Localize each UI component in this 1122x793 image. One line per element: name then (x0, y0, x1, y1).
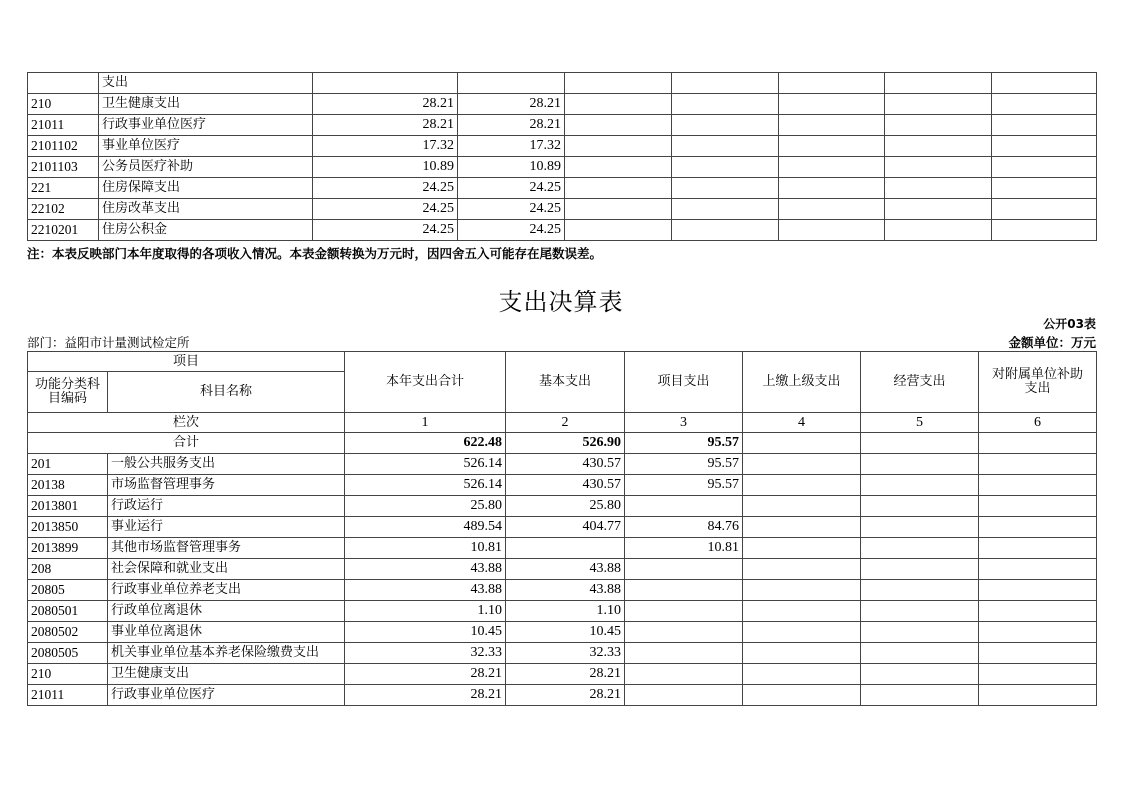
code-cell: 2013850 (28, 517, 108, 538)
empty-cell (992, 115, 1097, 136)
code-cell: 20805 (28, 580, 108, 601)
code-cell: 2013801 (28, 496, 108, 517)
column-index-number: 1 (345, 413, 506, 433)
name-cell: 其他市场监督管理事务 (108, 538, 345, 559)
basic-cell (506, 538, 625, 559)
table-row (28, 178, 1097, 199)
upper-cell (743, 643, 861, 664)
empty-cell (861, 433, 979, 454)
business-cell (861, 580, 979, 601)
basic-cell: 10.89 (458, 157, 565, 178)
business-cell (861, 601, 979, 622)
page-title: 支出决算表 (498, 288, 624, 316)
total-cell: 28.21 (313, 115, 458, 136)
empty-cell (672, 220, 779, 241)
empty-cell (565, 157, 672, 178)
empty-cell (885, 220, 992, 241)
column-index-label: 栏次 (28, 413, 345, 433)
basic-cell: 32.33 (506, 643, 625, 664)
column-header-total: 本年支出合计 (345, 352, 506, 413)
code-cell: 210 (28, 664, 108, 685)
upper-cell (743, 664, 861, 685)
total-cell: 10.45 (345, 622, 506, 643)
code-cell: 2080502 (28, 622, 108, 643)
business-cell (861, 685, 979, 706)
project-cell: 95.57 (625, 475, 743, 496)
upper-cell (743, 580, 861, 601)
empty-cell (779, 199, 885, 220)
table-row (28, 94, 1097, 115)
project-cell (625, 664, 743, 685)
empty-cell (885, 94, 992, 115)
total-cell: 526.14 (345, 454, 506, 475)
business-cell (861, 559, 979, 580)
subsidy-cell (979, 538, 1097, 559)
empty-cell (992, 157, 1097, 178)
column-header-subsidy: 对附属单位补助支出 (979, 352, 1097, 413)
name-cell: 支出 (99, 73, 313, 94)
empty-cell (565, 73, 672, 94)
empty-cell (779, 94, 885, 115)
code-cell: 210 (28, 94, 99, 115)
table-row (28, 157, 1097, 178)
code-cell: 221 (28, 178, 99, 199)
total-cell: 28.21 (345, 685, 506, 706)
column-index-number: 5 (861, 413, 979, 433)
empty-cell (885, 157, 992, 178)
name-cell: 住房保障支出 (99, 178, 313, 199)
column-index-number: 6 (979, 413, 1097, 433)
basic-cell: 24.25 (458, 220, 565, 241)
name-cell: 市场监督管理事务 (108, 475, 345, 496)
basic-cell: 17.32 (458, 136, 565, 157)
total-cell: 10.89 (313, 157, 458, 178)
subsidy-cell (979, 685, 1097, 706)
subsidy-cell (979, 559, 1097, 580)
basic-cell: 430.57 (506, 475, 625, 496)
sum-row-label: 合计 (28, 433, 345, 454)
empty-cell (565, 94, 672, 115)
empty-cell (992, 73, 1097, 94)
empty-cell (885, 199, 992, 220)
empty-cell (779, 73, 885, 94)
table-row (28, 454, 1097, 475)
empty-cell (885, 178, 992, 199)
table-row (28, 643, 1097, 664)
amount-unit-label: 金额单位：万元 (1008, 335, 1096, 350)
basic-cell: 28.21 (506, 664, 625, 685)
basic-cell: 430.57 (506, 454, 625, 475)
project-cell (625, 601, 743, 622)
total-cell: 17.32 (313, 136, 458, 157)
project-cell: 10.81 (625, 538, 743, 559)
project-cell (625, 496, 743, 517)
business-cell (861, 538, 979, 559)
table-row (28, 580, 1097, 601)
total-cell: 489.54 (345, 517, 506, 538)
total-cell: 10.81 (345, 538, 506, 559)
empty-cell (885, 115, 992, 136)
project-cell (625, 643, 743, 664)
table-row (28, 73, 1097, 94)
code-cell: 201 (28, 454, 108, 475)
code-cell: 208 (28, 559, 108, 580)
column-header-item: 项目 (28, 352, 345, 372)
form-number: 公开03表 (1043, 317, 1096, 331)
table-row (28, 475, 1097, 496)
upper-cell (743, 538, 861, 559)
name-cell: 事业单位离退休 (108, 622, 345, 643)
name-cell: 行政事业单位医疗 (108, 685, 345, 706)
code-cell: 2101103 (28, 157, 99, 178)
project-cell: 84.76 (625, 517, 743, 538)
empty-cell (672, 115, 779, 136)
basic-cell: 43.88 (506, 580, 625, 601)
name-cell: 行政单位离退休 (108, 601, 345, 622)
empty-cell (672, 94, 779, 115)
sum-basic-cell: 526.90 (506, 433, 625, 454)
code-cell: 2013899 (28, 538, 108, 559)
subsidy-cell (979, 454, 1097, 475)
total-cell (313, 73, 458, 94)
empty-cell (885, 73, 992, 94)
upper-cell (743, 475, 861, 496)
subsidy-cell (979, 517, 1097, 538)
table-row (28, 220, 1097, 241)
upper-cell (743, 559, 861, 580)
empty-cell (672, 157, 779, 178)
table-row (28, 496, 1097, 517)
basic-cell: 43.88 (506, 559, 625, 580)
name-cell: 行政事业单位医疗 (99, 115, 313, 136)
empty-cell (992, 220, 1097, 241)
empty-cell (779, 136, 885, 157)
basic-cell (458, 73, 565, 94)
empty-cell (672, 199, 779, 220)
table-row (28, 136, 1097, 157)
code-cell: 2080501 (28, 601, 108, 622)
subsidy-cell (979, 622, 1097, 643)
basic-cell: 25.80 (506, 496, 625, 517)
name-cell: 行政运行 (108, 496, 345, 517)
expense-settlement-table (27, 351, 1097, 706)
name-cell: 公务员医疗补助 (99, 157, 313, 178)
table-row (28, 622, 1097, 643)
column-header-name: 科目名称 (108, 372, 345, 413)
upper-cell (743, 496, 861, 517)
table-row (28, 538, 1097, 559)
income-table-continuation (27, 72, 1097, 241)
table-row (28, 664, 1097, 685)
empty-cell (992, 178, 1097, 199)
code-cell: 21011 (28, 115, 99, 136)
subsidy-cell (979, 580, 1097, 601)
name-cell: 卫生健康支出 (99, 94, 313, 115)
project-cell (625, 685, 743, 706)
sum-total-cell: 622.48 (345, 433, 506, 454)
code-cell: 20138 (28, 475, 108, 496)
header-row (28, 352, 1097, 372)
empty-cell (672, 178, 779, 199)
name-cell: 住房改革支出 (99, 199, 313, 220)
column-index-number: 3 (625, 413, 743, 433)
subsidy-cell (979, 496, 1097, 517)
empty-cell (979, 433, 1097, 454)
name-cell: 行政事业单位养老支出 (108, 580, 345, 601)
table-row (28, 517, 1097, 538)
business-cell (861, 643, 979, 664)
empty-cell (992, 199, 1097, 220)
total-cell: 24.25 (313, 178, 458, 199)
sum-project-cell: 95.57 (625, 433, 743, 454)
total-cell: 43.88 (345, 580, 506, 601)
business-cell (861, 664, 979, 685)
business-cell (861, 454, 979, 475)
sum-row (28, 433, 1097, 454)
upper-cell (743, 517, 861, 538)
upper-cell (743, 622, 861, 643)
table-row (28, 199, 1097, 220)
business-cell (861, 622, 979, 643)
upper-cell (743, 601, 861, 622)
empty-cell (779, 178, 885, 199)
name-cell: 事业单位医疗 (99, 136, 313, 157)
project-cell (625, 580, 743, 601)
project-cell: 95.57 (625, 454, 743, 475)
total-cell: 28.21 (345, 664, 506, 685)
basic-cell: 404.77 (506, 517, 625, 538)
basic-cell: 24.25 (458, 178, 565, 199)
empty-cell (672, 136, 779, 157)
basic-cell: 10.45 (506, 622, 625, 643)
total-cell: 32.33 (345, 643, 506, 664)
total-cell: 28.21 (313, 94, 458, 115)
column-index-number: 4 (743, 413, 861, 433)
business-cell (861, 475, 979, 496)
column-header-project: 项目支出 (625, 352, 743, 413)
total-cell: 25.80 (345, 496, 506, 517)
column-header-code: 功能分类科目编码 (28, 372, 108, 413)
table-row (28, 685, 1097, 706)
total-cell: 24.25 (313, 199, 458, 220)
basic-cell: 1.10 (506, 601, 625, 622)
total-cell: 1.10 (345, 601, 506, 622)
total-cell: 43.88 (345, 559, 506, 580)
empty-cell (565, 220, 672, 241)
basic-cell: 24.25 (458, 199, 565, 220)
table-row (28, 601, 1097, 622)
basic-cell: 28.21 (458, 115, 565, 136)
empty-cell (565, 136, 672, 157)
empty-cell (565, 178, 672, 199)
table-row (28, 115, 1097, 136)
table-row (28, 559, 1097, 580)
code-cell: 2210201 (28, 220, 99, 241)
name-cell: 社会保障和就业支出 (108, 559, 345, 580)
empty-cell (565, 199, 672, 220)
column-index-number: 2 (506, 413, 625, 433)
department-label: 部门：益阳市计量测试检定所 (27, 335, 190, 350)
empty-cell (672, 73, 779, 94)
code-cell: 2101102 (28, 136, 99, 157)
upper-cell (743, 454, 861, 475)
subsidy-cell (979, 475, 1097, 496)
empty-cell (885, 136, 992, 157)
total-cell: 24.25 (313, 220, 458, 241)
table-note: 注：本表反映部门本年度取得的各项收入情况。本表金额转换为万元时，因四舍五入可能存在尾数误差。 (27, 246, 603, 261)
name-cell: 一般公共服务支出 (108, 454, 345, 475)
code-cell: 2080505 (28, 643, 108, 664)
expense-table-body (28, 454, 1097, 706)
income-table-body (28, 73, 1097, 241)
name-cell: 机关事业单位基本养老保险缴费支出 (108, 643, 345, 664)
upper-cell (743, 685, 861, 706)
code-cell: 22102 (28, 199, 99, 220)
project-cell (625, 622, 743, 643)
empty-cell (779, 220, 885, 241)
subsidy-cell (979, 643, 1097, 664)
column-header-upper: 上缴上级支出 (743, 352, 861, 413)
business-cell (861, 517, 979, 538)
column-header-business: 经营支出 (861, 352, 979, 413)
name-cell: 住房公积金 (99, 220, 313, 241)
empty-cell (565, 115, 672, 136)
basic-cell: 28.21 (506, 685, 625, 706)
total-cell: 526.14 (345, 475, 506, 496)
empty-cell (743, 433, 861, 454)
name-cell: 卫生健康支出 (108, 664, 345, 685)
basic-cell: 28.21 (458, 94, 565, 115)
empty-cell (779, 115, 885, 136)
column-header-basic: 基本支出 (506, 352, 625, 413)
name-cell: 事业运行 (108, 517, 345, 538)
project-cell (625, 559, 743, 580)
empty-cell (779, 157, 885, 178)
empty-cell (992, 136, 1097, 157)
subsidy-cell (979, 664, 1097, 685)
column-index-row (28, 413, 1097, 433)
code-cell (28, 73, 99, 94)
empty-cell (992, 94, 1097, 115)
business-cell (861, 496, 979, 517)
code-cell: 21011 (28, 685, 108, 706)
subsidy-cell (979, 601, 1097, 622)
